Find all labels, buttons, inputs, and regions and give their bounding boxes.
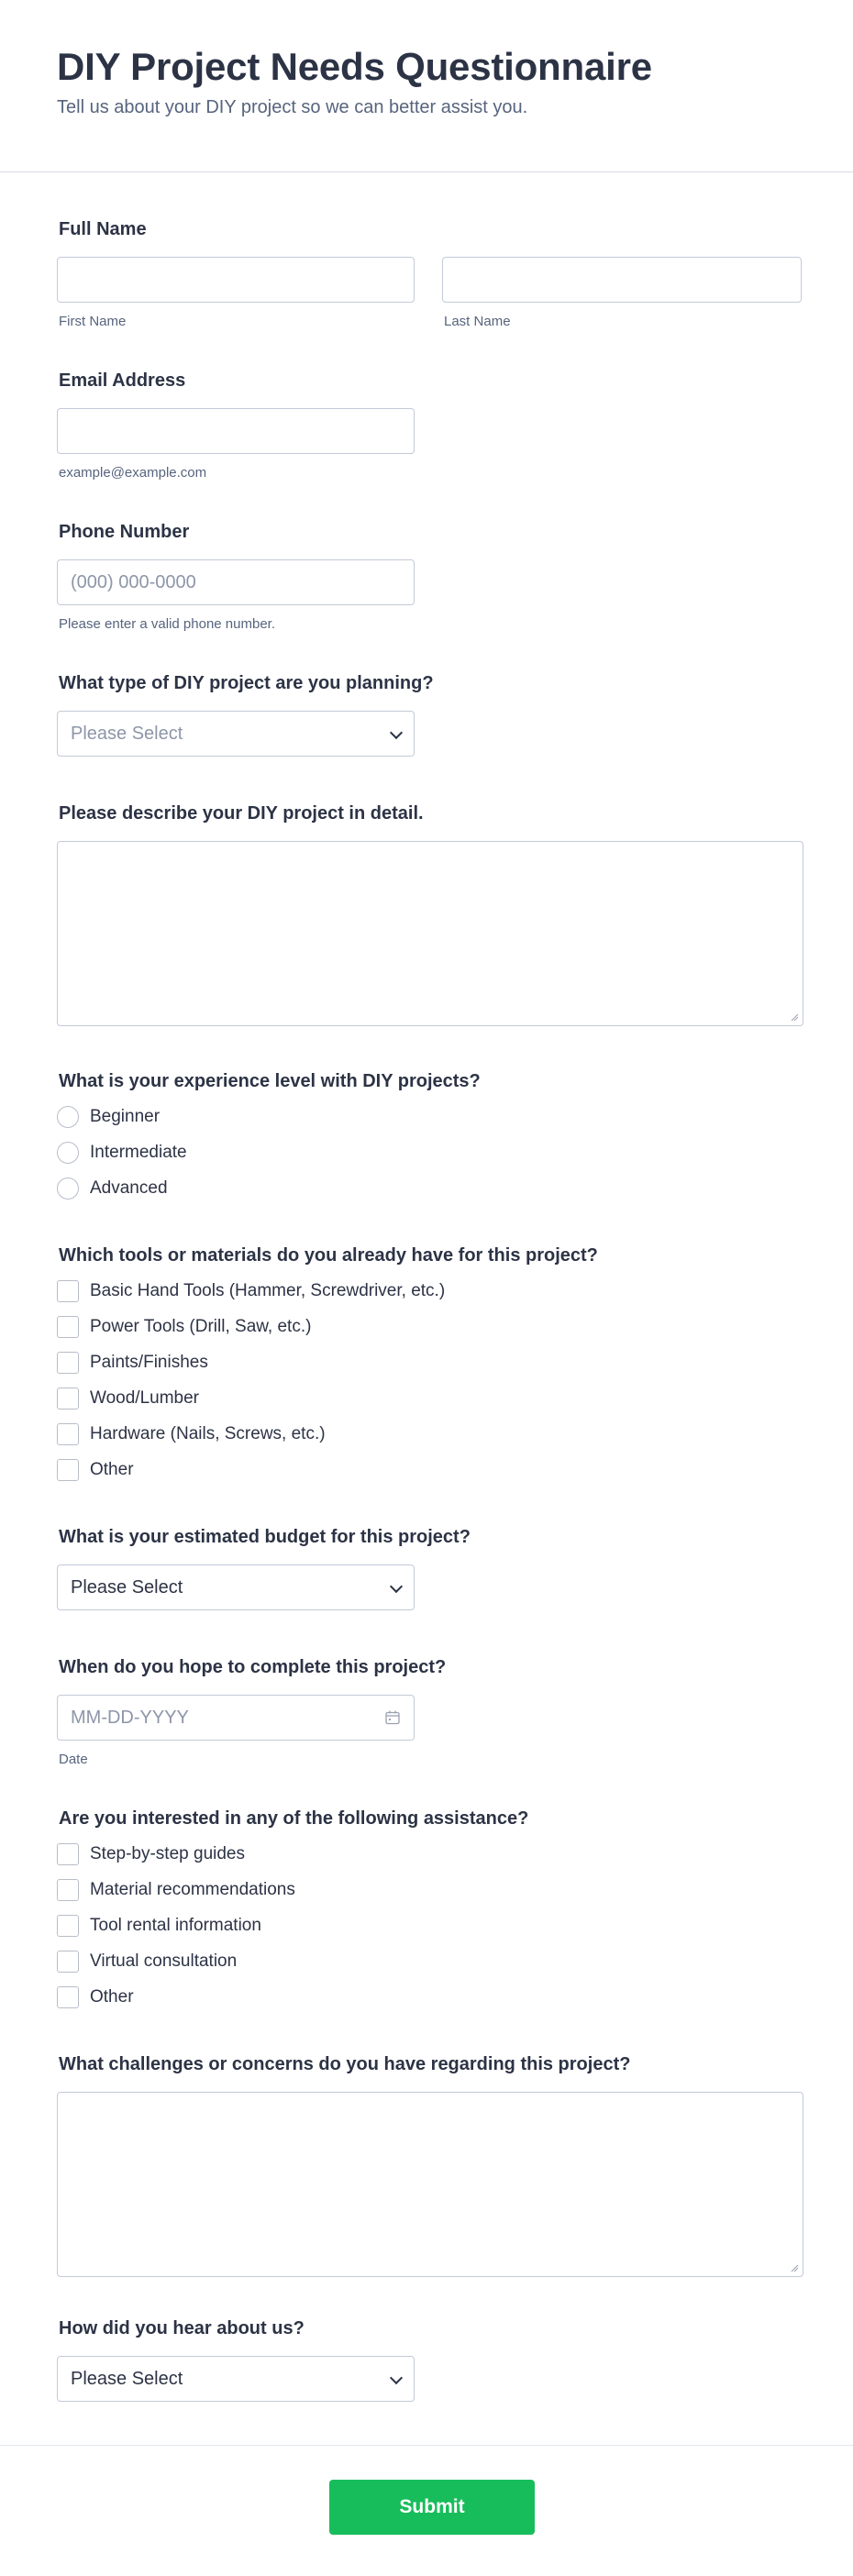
checkbox-option[interactable] xyxy=(57,1914,796,1938)
form-header xyxy=(0,0,853,172)
challenges-textarea[interactable] xyxy=(57,2092,803,2277)
tools-options xyxy=(57,1279,796,1482)
assistance-label: Are you interested in any of the following assistance? xyxy=(59,1808,529,1829)
checkbox[interactable] xyxy=(57,1280,79,1302)
email-input[interactable] xyxy=(57,408,415,454)
project-description-label: Please describe your DIY project in detail. xyxy=(59,803,424,824)
referral-select[interactable] xyxy=(57,2356,415,2402)
checkbox-label: Other xyxy=(90,1460,134,1479)
checkbox-option[interactable] xyxy=(57,1387,796,1410)
budget-label: What is your estimated budget for this project? xyxy=(59,1527,471,1547)
checkbox-option[interactable] xyxy=(57,1279,796,1303)
email-label: Email Address xyxy=(59,370,186,391)
referral-field xyxy=(57,2317,796,2402)
checkbox-label: Paints/Finishes xyxy=(90,1353,208,1372)
last-name-input[interactable] xyxy=(442,257,802,303)
first-name-input[interactable] xyxy=(57,257,415,303)
project-type-value: Please Select xyxy=(71,723,183,744)
resize-handle-icon[interactable] xyxy=(790,2263,799,2272)
form-body xyxy=(0,172,853,2402)
assistance-options xyxy=(57,1842,796,2009)
first-name-sublabel: First Name xyxy=(59,314,127,329)
radio-option[interactable] xyxy=(57,1141,796,1165)
resize-handle-icon[interactable] xyxy=(790,1012,799,1022)
checkbox-label: Hardware (Nails, Screws, etc.) xyxy=(90,1424,326,1443)
checkbox-label: Other xyxy=(90,1987,134,2007)
project-description-field xyxy=(57,802,796,1026)
project-type-field xyxy=(57,672,796,757)
checkbox-option[interactable] xyxy=(57,1422,796,1446)
phone-sublabel: Please enter a valid phone number. xyxy=(59,616,275,632)
checkbox[interactable] xyxy=(57,1459,79,1481)
radio-option[interactable] xyxy=(57,1105,796,1129)
tools-label: Which tools or materials do you already have for this project? xyxy=(59,1245,598,1266)
checkbox[interactable] xyxy=(57,1986,79,2008)
submit-button[interactable]: Submit xyxy=(329,2480,535,2535)
radio-option-label: Intermediate xyxy=(90,1143,187,1162)
phone-label: Phone Number xyxy=(59,522,190,542)
checkbox-option[interactable] xyxy=(57,1950,796,1973)
radio-button[interactable] xyxy=(57,1177,79,1200)
checkbox[interactable] xyxy=(57,1352,79,1374)
checkbox-label: Material recommendations xyxy=(90,1880,295,1899)
project-description-textarea[interactable] xyxy=(57,841,803,1026)
checkbox[interactable] xyxy=(57,1423,79,1445)
checkbox-option[interactable] xyxy=(57,1315,796,1339)
date-placeholder: MM-DD-YYYY xyxy=(71,1707,189,1728)
referral-value: Please Select xyxy=(71,2368,183,2389)
budget-field xyxy=(57,1526,796,1610)
phone-input[interactable] xyxy=(57,559,415,605)
checkbox[interactable] xyxy=(57,1915,79,1937)
chevron-down-icon xyxy=(390,1582,401,1593)
last-name-sublabel: Last Name xyxy=(444,314,511,329)
date-sublabel: Date xyxy=(59,1752,88,1767)
chevron-down-icon xyxy=(390,2373,401,2384)
checkbox[interactable] xyxy=(57,1951,79,1973)
email-field xyxy=(57,370,796,481)
checkbox[interactable] xyxy=(57,1843,79,1865)
assistance-field xyxy=(57,1808,796,2009)
experience-field xyxy=(57,1070,796,1200)
budget-value: Please Select xyxy=(71,1576,183,1598)
tools-field xyxy=(57,1244,796,1482)
budget-select[interactable] xyxy=(57,1564,415,1610)
completion-date-input[interactable] xyxy=(57,1695,415,1741)
calendar-icon[interactable] xyxy=(384,1709,401,1726)
form-footer xyxy=(0,2445,853,2576)
radio-option-label: Beginner xyxy=(90,1107,161,1126)
checkbox-option[interactable] xyxy=(57,1458,796,1482)
radio-option[interactable] xyxy=(57,1177,796,1200)
radio-button[interactable] xyxy=(57,1106,79,1128)
project-type-label: What type of DIY project are you planning? xyxy=(59,673,434,693)
completion-date-label: When do you hope to complete this project? xyxy=(59,1657,447,1677)
checkbox[interactable] xyxy=(57,1316,79,1338)
checkbox-label: Step-by-step guides xyxy=(90,1844,245,1863)
checkbox-option[interactable] xyxy=(57,1985,796,2009)
chevron-down-icon xyxy=(390,728,401,739)
checkbox-label: Wood/Lumber xyxy=(90,1388,199,1408)
checkbox-label: Virtual consultation xyxy=(90,1951,238,1971)
checkbox[interactable] xyxy=(57,1388,79,1410)
full-name-label: Full Name xyxy=(59,219,147,239)
email-sublabel: example@example.com xyxy=(59,465,207,481)
checkbox-label: Power Tools (Drill, Saw, etc.) xyxy=(90,1317,312,1336)
full-name-field xyxy=(57,218,796,329)
checkbox-option[interactable] xyxy=(57,1842,796,1866)
page-title: DIY Project Needs Questionnaire xyxy=(57,45,652,88)
challenges-field xyxy=(57,2053,796,2277)
checkbox-label: Basic Hand Tools (Hammer, Screwdriver, etc.) xyxy=(90,1281,446,1300)
page-subtitle: Tell us about your DIY project so we can better assist you. xyxy=(57,97,528,118)
radio-button[interactable] xyxy=(57,1142,79,1164)
checkbox-option[interactable] xyxy=(57,1351,796,1375)
phone-field xyxy=(57,521,796,632)
checkbox[interactable] xyxy=(57,1879,79,1901)
checkbox-option[interactable] xyxy=(57,1878,796,1902)
phone-placeholder: (000) 000-0000 xyxy=(71,571,196,592)
checkbox-label: Tool rental information xyxy=(90,1916,261,1935)
project-type-select[interactable] xyxy=(57,711,415,757)
challenges-label: What challenges or concerns do you have regarding this project? xyxy=(59,2054,631,2074)
experience-options xyxy=(57,1105,796,1200)
completion-date-field xyxy=(57,1656,796,1767)
experience-label: What is your experience level with DIY projects? xyxy=(59,1071,481,1091)
radio-option-label: Advanced xyxy=(90,1178,168,1198)
referral-label: How did you hear about us? xyxy=(59,2318,305,2338)
